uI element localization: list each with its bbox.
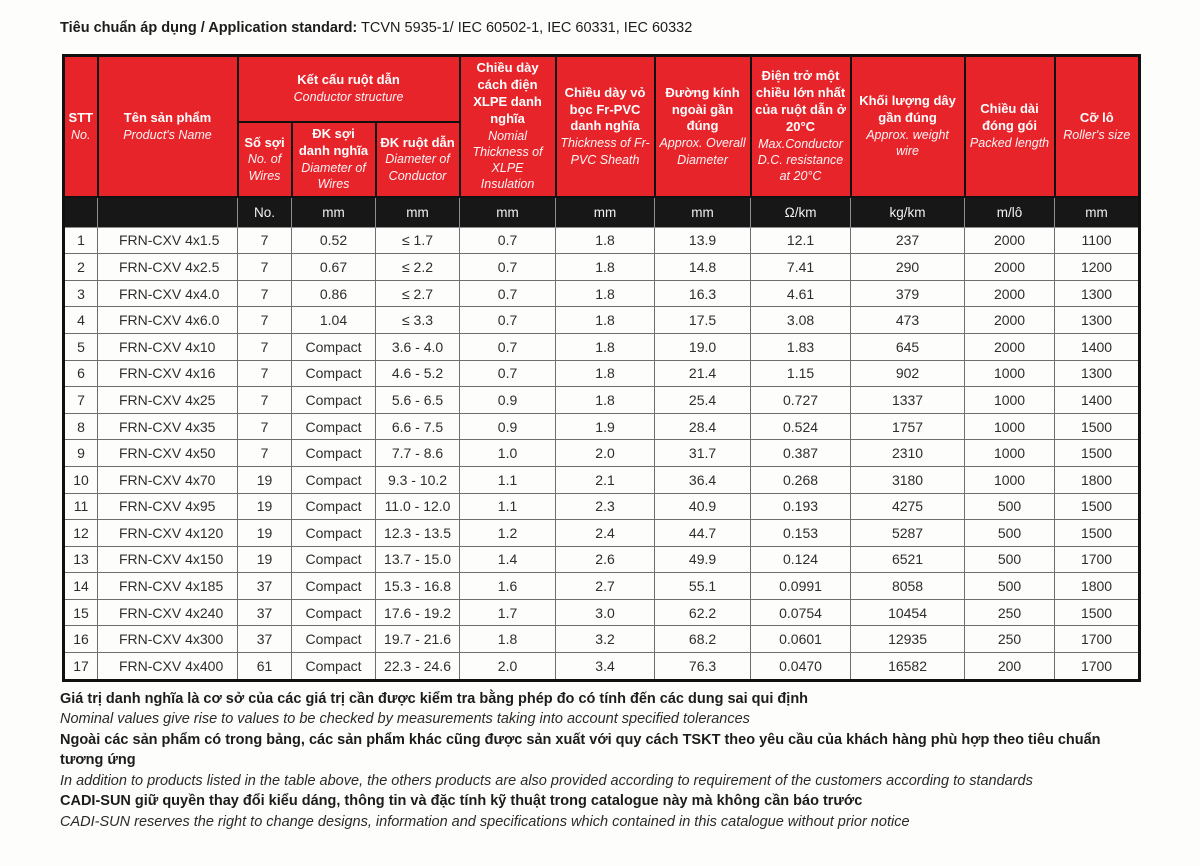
cell-wire_dia: Compact xyxy=(292,626,376,653)
cell-weight: 237 xyxy=(851,227,965,254)
cell-name: FRN-CXV 4x185 xyxy=(98,573,238,600)
cell-wire_dia: Compact xyxy=(292,413,376,440)
cell-weight: 1757 xyxy=(851,413,965,440)
conductor-dia-vi: ĐK ruột dẫn xyxy=(380,134,455,150)
units-row xyxy=(64,197,1140,228)
cell-pvc: 1.8 xyxy=(556,333,655,360)
cell-od: 44.7 xyxy=(655,520,751,547)
note-nominal-en: Nominal values give rise to values to be checked by measurements taking into account specified tolerances xyxy=(60,711,750,728)
cell-od: 14.8 xyxy=(655,254,751,281)
cell-length: 250 xyxy=(965,599,1055,626)
cell-length: 2000 xyxy=(965,307,1055,334)
table-row xyxy=(64,227,1140,254)
cell-roller: 1700 xyxy=(1055,653,1140,681)
cell-name: FRN-CXV 4x300 xyxy=(98,626,238,653)
conductor-group-vi: Kết cấu ruột dẫn xyxy=(297,72,400,88)
cell-wires: 7 xyxy=(238,254,292,281)
col-header-product-name xyxy=(98,56,238,197)
table-row xyxy=(64,440,1140,467)
cell-wires: 7 xyxy=(238,280,292,307)
cell-xlpe: 1.2 xyxy=(460,520,556,547)
cell-weight: 379 xyxy=(851,280,965,307)
cell-length: 1000 xyxy=(965,466,1055,493)
cell-od: 49.9 xyxy=(655,546,751,573)
cell-pvc: 1.9 xyxy=(556,413,655,440)
length-en: Packed length xyxy=(969,136,1050,151)
col-header-dc-resistance xyxy=(751,56,851,197)
cell-xlpe: 1.6 xyxy=(460,573,556,600)
cell-resistance: 0.0601 xyxy=(751,626,851,653)
resistance-vi: Điện trở một chiều lớn nhất của ruột dẫn ở 20°C xyxy=(755,68,846,134)
cell-wires: 19 xyxy=(238,466,292,493)
cell-resistance: 0.193 xyxy=(751,493,851,520)
cell-xlpe: 1.0 xyxy=(460,440,556,467)
table-row xyxy=(64,520,1140,547)
cell-xlpe: 1.1 xyxy=(460,493,556,520)
cell-conductor_dia: 6.6 - 7.5 xyxy=(376,413,460,440)
table-row xyxy=(64,413,1140,440)
cell-name: FRN-CXV 4x16 xyxy=(98,360,238,387)
table-row xyxy=(64,493,1140,520)
cell-weight: 6521 xyxy=(851,546,965,573)
cell-name: FRN-CXV 4x150 xyxy=(98,546,238,573)
col-header-packed-length xyxy=(965,56,1055,197)
cell-pvc: 2.1 xyxy=(556,466,655,493)
cell-xlpe: 1.8 xyxy=(460,626,556,653)
table-row xyxy=(64,333,1140,360)
cell-stt: 12 xyxy=(64,520,98,547)
cell-resistance: 1.15 xyxy=(751,360,851,387)
col-header-approx-weight xyxy=(851,56,965,197)
pvc-en: Thickness of Fr-PVC Sheath xyxy=(560,136,650,167)
cell-od: 76.3 xyxy=(655,653,751,681)
conductor-dia-en: Diameter of Conductor xyxy=(385,152,450,183)
cell-xlpe: 0.7 xyxy=(460,307,556,334)
cell-od: 55.1 xyxy=(655,573,751,600)
roller-vi: Cỡ lô xyxy=(1079,109,1114,125)
cell-stt: 11 xyxy=(64,493,98,520)
cell-od: 36.4 xyxy=(655,466,751,493)
cell-wire_dia: Compact xyxy=(292,466,376,493)
cell-wire_dia: Compact xyxy=(292,653,376,681)
cell-wires: 7 xyxy=(238,360,292,387)
cell-weight: 902 xyxy=(851,360,965,387)
cell-weight: 1337 xyxy=(851,387,965,414)
table-row xyxy=(64,546,1140,573)
col-header-name-vi: Tên sản phẩm xyxy=(123,109,212,125)
col-header-stt xyxy=(64,56,98,197)
cell-xlpe: 1.4 xyxy=(460,546,556,573)
table-row xyxy=(64,280,1140,307)
cell-name: FRN-CXV 4x1.5 xyxy=(98,227,238,254)
application-standard-line xyxy=(60,18,1140,38)
cell-stt: 16 xyxy=(64,626,98,653)
cell-length: 2000 xyxy=(965,333,1055,360)
cell-wire_dia: Compact xyxy=(292,360,376,387)
col-header-conductor-diameter xyxy=(376,122,460,197)
cell-wire_dia: Compact xyxy=(292,333,376,360)
cell-xlpe: 0.7 xyxy=(460,227,556,254)
cell-name: FRN-CXV 4x35 xyxy=(98,413,238,440)
cell-resistance: 3.08 xyxy=(751,307,851,334)
weight-en: Approx. weight wire xyxy=(866,127,949,159)
cell-stt: 15 xyxy=(64,599,98,626)
table-row xyxy=(64,573,1140,600)
cell-roller: 1500 xyxy=(1055,520,1140,547)
cell-length: 1000 xyxy=(965,360,1055,387)
conductor-group-en: Conductor structure xyxy=(293,90,404,105)
cell-wire_dia: Compact xyxy=(292,387,376,414)
resistance-en: Max.Conductor D.C. resistance at 20°C xyxy=(757,136,844,184)
cell-pvc: 2.0 xyxy=(556,440,655,467)
cell-stt: 13 xyxy=(64,546,98,573)
cell-xlpe: 0.9 xyxy=(460,387,556,414)
cell-name: FRN-CXV 4x95 xyxy=(98,493,238,520)
cell-wires: 37 xyxy=(238,573,292,600)
cell-conductor_dia: ≤ 2.2 xyxy=(376,254,460,281)
cell-pvc: 1.8 xyxy=(556,307,655,334)
cell-pvc: 3.2 xyxy=(556,626,655,653)
cell-wires: 7 xyxy=(238,440,292,467)
cell-length: 500 xyxy=(965,493,1055,520)
roller-en: Roller's size xyxy=(1063,127,1131,142)
table-row xyxy=(64,626,1140,653)
table-row xyxy=(64,387,1140,414)
cell-name: FRN-CXV 4x120 xyxy=(98,520,238,547)
col-header-conductor-structure-group xyxy=(238,56,460,122)
application-standard-label: Tiêu chuẩn áp dụng / Application standard: xyxy=(60,20,358,36)
cell-weight: 5287 xyxy=(851,520,965,547)
xlpe-vi: Chiều dày cách điện XLPE danh nghĩa xyxy=(473,60,542,126)
cell-conductor_dia: ≤ 1.7 xyxy=(376,227,460,254)
note-nominal-vi: Giá trị danh nghĩa là cơ sở của các giá trị cần được kiểm tra bằng phép đo có tính đến các dung sai qui định xyxy=(60,690,809,707)
cell-stt: 10 xyxy=(64,466,98,493)
cell-stt: 4 xyxy=(64,307,98,334)
xlpe-en: Nomial Thickness of XLPE Insulation xyxy=(472,128,543,192)
cell-stt: 2 xyxy=(64,254,98,281)
cell-name: FRN-CXV 4x25 xyxy=(98,387,238,414)
cell-od: 16.3 xyxy=(655,280,751,307)
cell-od: 13.9 xyxy=(655,227,751,254)
cell-name: FRN-CXV 4x2.5 xyxy=(98,254,238,281)
cell-wires: 19 xyxy=(238,493,292,520)
cell-weight: 8058 xyxy=(851,573,965,600)
cell-wire_dia: 1.04 xyxy=(292,307,376,334)
cell-length: 1000 xyxy=(965,440,1055,467)
cell-name: FRN-CXV 4x240 xyxy=(98,599,238,626)
cell-wires: 19 xyxy=(238,546,292,573)
cell-pvc: 1.8 xyxy=(556,254,655,281)
cell-stt: 9 xyxy=(64,440,98,467)
cell-weight: 10454 xyxy=(851,599,965,626)
table-row xyxy=(64,466,1140,493)
col-header-number-of-wires xyxy=(238,122,292,197)
application-standard-value: TCVN 5935-1/ IEC 60502-1, IEC 60331, IEC 60332 xyxy=(357,20,693,36)
cell-wires: 7 xyxy=(238,413,292,440)
cell-od: 17.5 xyxy=(655,307,751,334)
table-row xyxy=(64,360,1140,387)
cell-roller: 1300 xyxy=(1055,307,1140,334)
cell-pvc: 1.8 xyxy=(556,280,655,307)
cell-resistance: 0.0754 xyxy=(751,599,851,626)
cell-resistance: 0.524 xyxy=(751,413,851,440)
cell-length: 200 xyxy=(965,653,1055,681)
cell-wires: 61 xyxy=(238,653,292,681)
cell-weight: 3180 xyxy=(851,466,965,493)
cell-xlpe: 0.9 xyxy=(460,413,556,440)
table-row xyxy=(64,254,1140,281)
cell-roller: 1500 xyxy=(1055,493,1140,520)
cell-length: 2000 xyxy=(965,227,1055,254)
cell-xlpe: 0.7 xyxy=(460,360,556,387)
cell-stt: 1 xyxy=(64,227,98,254)
cell-wire_dia: Compact xyxy=(292,599,376,626)
cell-weight: 16582 xyxy=(851,653,965,681)
cell-wires: 7 xyxy=(238,227,292,254)
cell-length: 500 xyxy=(965,573,1055,600)
unit-resistance-od: mm xyxy=(655,197,751,228)
cell-resistance: 1.83 xyxy=(751,333,851,360)
cell-name: FRN-CXV 4x10 xyxy=(98,333,238,360)
cell-wires: 7 xyxy=(238,387,292,414)
cell-weight: 12935 xyxy=(851,626,965,653)
cell-xlpe: 1.1 xyxy=(460,466,556,493)
col-header-name-en: Product's Name xyxy=(123,127,212,142)
cell-conductor_dia: ≤ 2.7 xyxy=(376,280,460,307)
footnotes xyxy=(60,689,1145,833)
cell-conductor_dia: 13.7 - 15.0 xyxy=(376,546,460,573)
cell-name: FRN-CXV 4x50 xyxy=(98,440,238,467)
cell-name: FRN-CXV 4x6.0 xyxy=(98,307,238,334)
cell-wire_dia: Compact xyxy=(292,440,376,467)
cell-stt: 8 xyxy=(64,413,98,440)
note-other-products-vi: Ngoài các sản phẩm có trong bảng, các sản phẩm khác cũng được sản xuất với quy cách TSKT theo yêu cầu của khách hàng phù hợp theo tiêu chuẩn tương ứng xyxy=(60,731,1101,769)
cell-conductor_dia: 9.3 - 10.2 xyxy=(376,466,460,493)
cell-conductor_dia: 19.7 - 21.6 xyxy=(376,626,460,653)
cell-conductor_dia: 11.0 - 12.0 xyxy=(376,493,460,520)
cell-wire_dia: Compact xyxy=(292,546,376,573)
cell-xlpe: 0.7 xyxy=(460,333,556,360)
unit-pvc: mm xyxy=(556,197,655,228)
cell-pvc: 1.8 xyxy=(556,387,655,414)
cell-od: 28.4 xyxy=(655,413,751,440)
cell-roller: 1800 xyxy=(1055,573,1140,600)
unit-weight: kg/km xyxy=(851,197,965,228)
table-row xyxy=(64,599,1140,626)
cell-name: FRN-CXV 4x4.0 xyxy=(98,280,238,307)
cell-resistance: 0.268 xyxy=(751,466,851,493)
cell-length: 250 xyxy=(965,626,1055,653)
cell-od: 68.2 xyxy=(655,626,751,653)
cell-conductor_dia: ≤ 3.3 xyxy=(376,307,460,334)
od-vi: Đường kính ngoài gần đúng xyxy=(665,84,740,134)
cell-od: 31.7 xyxy=(655,440,751,467)
unit-length: m/lô xyxy=(965,197,1055,228)
note-rights-vi: CADI-SUN giữ quyền thay đổi kiểu dáng, thông tin và đặc tính kỹ thuật trong catalogue này mà không cần báo trước xyxy=(60,793,863,810)
cell-length: 1000 xyxy=(965,413,1055,440)
cell-length: 1000 xyxy=(965,387,1055,414)
cell-roller: 1700 xyxy=(1055,546,1140,573)
cell-stt: 5 xyxy=(64,333,98,360)
col-header-pvc-thickness xyxy=(556,56,655,197)
cell-pvc: 3.4 xyxy=(556,653,655,681)
unit-stt xyxy=(64,197,98,228)
cell-resistance: 0.387 xyxy=(751,440,851,467)
cell-od: 19.0 xyxy=(655,333,751,360)
cell-od: 62.2 xyxy=(655,599,751,626)
cell-xlpe: 1.7 xyxy=(460,599,556,626)
cell-conductor_dia: 22.3 - 24.6 xyxy=(376,653,460,681)
product-spec-table xyxy=(62,54,1141,682)
cell-roller: 1700 xyxy=(1055,626,1140,653)
wires-en: No. of Wires xyxy=(247,152,282,183)
wire-dia-vi: ĐK sợi danh nghĩa xyxy=(298,126,369,158)
cell-stt: 14 xyxy=(64,573,98,600)
cell-weight: 2310 xyxy=(851,440,965,467)
unit-roller: mm xyxy=(1055,197,1140,228)
note-rights-en: CADI-SUN reserves the right to change designs, information and specifications which contained in this catalogue without prior notice xyxy=(60,813,910,830)
col-header-xlpe-thickness xyxy=(460,56,556,197)
table-row xyxy=(64,307,1140,334)
cell-weight: 290 xyxy=(851,254,965,281)
cell-conductor_dia: 5.6 - 6.5 xyxy=(376,387,460,414)
col-header-overall-diameter xyxy=(655,56,751,197)
length-vi: Chiều dài đóng gói xyxy=(980,101,1039,134)
col-header-stt-vi: STT xyxy=(68,109,94,125)
cell-resistance: 0.0470 xyxy=(751,653,851,681)
col-header-wire-diameter xyxy=(292,122,376,197)
cell-pvc: 1.8 xyxy=(556,360,655,387)
table-header xyxy=(64,56,1140,228)
cell-resistance: 0.0991 xyxy=(751,573,851,600)
unit-name xyxy=(98,197,238,228)
cell-roller: 1400 xyxy=(1055,387,1140,414)
cell-resistance: 4.61 xyxy=(751,280,851,307)
cell-stt: 6 xyxy=(64,360,98,387)
cell-conductor_dia: 3.6 - 4.0 xyxy=(376,333,460,360)
cell-conductor_dia: 7.7 - 8.6 xyxy=(376,440,460,467)
cell-od: 40.9 xyxy=(655,493,751,520)
cell-wire_dia: 0.67 xyxy=(292,254,376,281)
cell-wires: 37 xyxy=(238,599,292,626)
cell-resistance: 0.124 xyxy=(751,546,851,573)
cell-wires: 7 xyxy=(238,307,292,334)
product-table-body xyxy=(64,227,1140,680)
cell-resistance: 0.153 xyxy=(751,520,851,547)
cell-xlpe: 0.7 xyxy=(460,280,556,307)
cell-roller: 1500 xyxy=(1055,413,1140,440)
cell-roller: 1100 xyxy=(1055,227,1140,254)
cell-conductor_dia: 15.3 - 16.8 xyxy=(376,573,460,600)
cell-conductor_dia: 17.6 - 19.2 xyxy=(376,599,460,626)
cell-stt: 3 xyxy=(64,280,98,307)
note-other-products-en: In addition to products listed in the table above, the others products are also provided according to requirement of the customers according to standards xyxy=(60,772,1033,789)
cell-weight: 645 xyxy=(851,333,965,360)
col-header-stt-en: No. xyxy=(71,127,91,142)
col-header-roller-size xyxy=(1055,56,1140,197)
cell-wire_dia: 0.86 xyxy=(292,280,376,307)
cell-od: 25.4 xyxy=(655,387,751,414)
cell-pvc: 2.3 xyxy=(556,493,655,520)
table-row xyxy=(64,653,1140,681)
unit-wire-dia: mm xyxy=(292,197,376,228)
weight-vi: Khối lượng dây gần đúng xyxy=(859,93,956,126)
pvc-vi: Chiều dày vỏ bọc Fr-PVC danh nghĩa xyxy=(564,84,646,134)
cell-length: 2000 xyxy=(965,280,1055,307)
cell-resistance: 7.41 xyxy=(751,254,851,281)
cell-pvc: 2.7 xyxy=(556,573,655,600)
cell-wires: 37 xyxy=(238,626,292,653)
cell-roller: 1500 xyxy=(1055,599,1140,626)
unit-wires: No. xyxy=(238,197,292,228)
cell-length: 500 xyxy=(965,520,1055,547)
cell-roller: 1200 xyxy=(1055,254,1140,281)
cell-roller: 1300 xyxy=(1055,360,1140,387)
wire-dia-en: Diameter of Wires xyxy=(301,160,366,192)
cell-wires: 7 xyxy=(238,333,292,360)
cell-roller: 1800 xyxy=(1055,466,1140,493)
cell-conductor_dia: 12.3 - 13.5 xyxy=(376,520,460,547)
cell-od: 21.4 xyxy=(655,360,751,387)
cell-conductor_dia: 4.6 - 5.2 xyxy=(376,360,460,387)
cell-name: FRN-CXV 4x70 xyxy=(98,466,238,493)
cell-wire_dia: Compact xyxy=(292,520,376,547)
cell-xlpe: 0.7 xyxy=(460,254,556,281)
cell-stt: 7 xyxy=(64,387,98,414)
unit-resistance: Ω/km xyxy=(751,197,851,228)
cell-pvc: 3.0 xyxy=(556,599,655,626)
cell-pvc: 2.4 xyxy=(556,520,655,547)
cell-length: 2000 xyxy=(965,254,1055,281)
unit-xlpe: mm xyxy=(460,197,556,228)
od-en: Approx. Overall Diameter xyxy=(659,136,746,167)
cell-wire_dia: Compact xyxy=(292,493,376,520)
cell-name: FRN-CXV 4x400 xyxy=(98,653,238,681)
cell-wire_dia: 0.52 xyxy=(292,227,376,254)
cell-resistance: 0.727 xyxy=(751,387,851,414)
cell-pvc: 2.6 xyxy=(556,546,655,573)
unit-conductor-dia: mm xyxy=(376,197,460,228)
cell-weight: 473 xyxy=(851,307,965,334)
cell-length: 500 xyxy=(965,546,1055,573)
cell-wires: 19 xyxy=(238,520,292,547)
cell-pvc: 1.8 xyxy=(556,227,655,254)
cell-wire_dia: Compact xyxy=(292,573,376,600)
cell-roller: 1500 xyxy=(1055,440,1140,467)
cell-resistance: 12.1 xyxy=(751,227,851,254)
cell-weight: 4275 xyxy=(851,493,965,520)
cell-stt: 17 xyxy=(64,653,98,681)
cell-roller: 1400 xyxy=(1055,333,1140,360)
cell-xlpe: 2.0 xyxy=(460,653,556,681)
wires-vi: Số sợi xyxy=(244,134,285,150)
cell-roller: 1300 xyxy=(1055,280,1140,307)
